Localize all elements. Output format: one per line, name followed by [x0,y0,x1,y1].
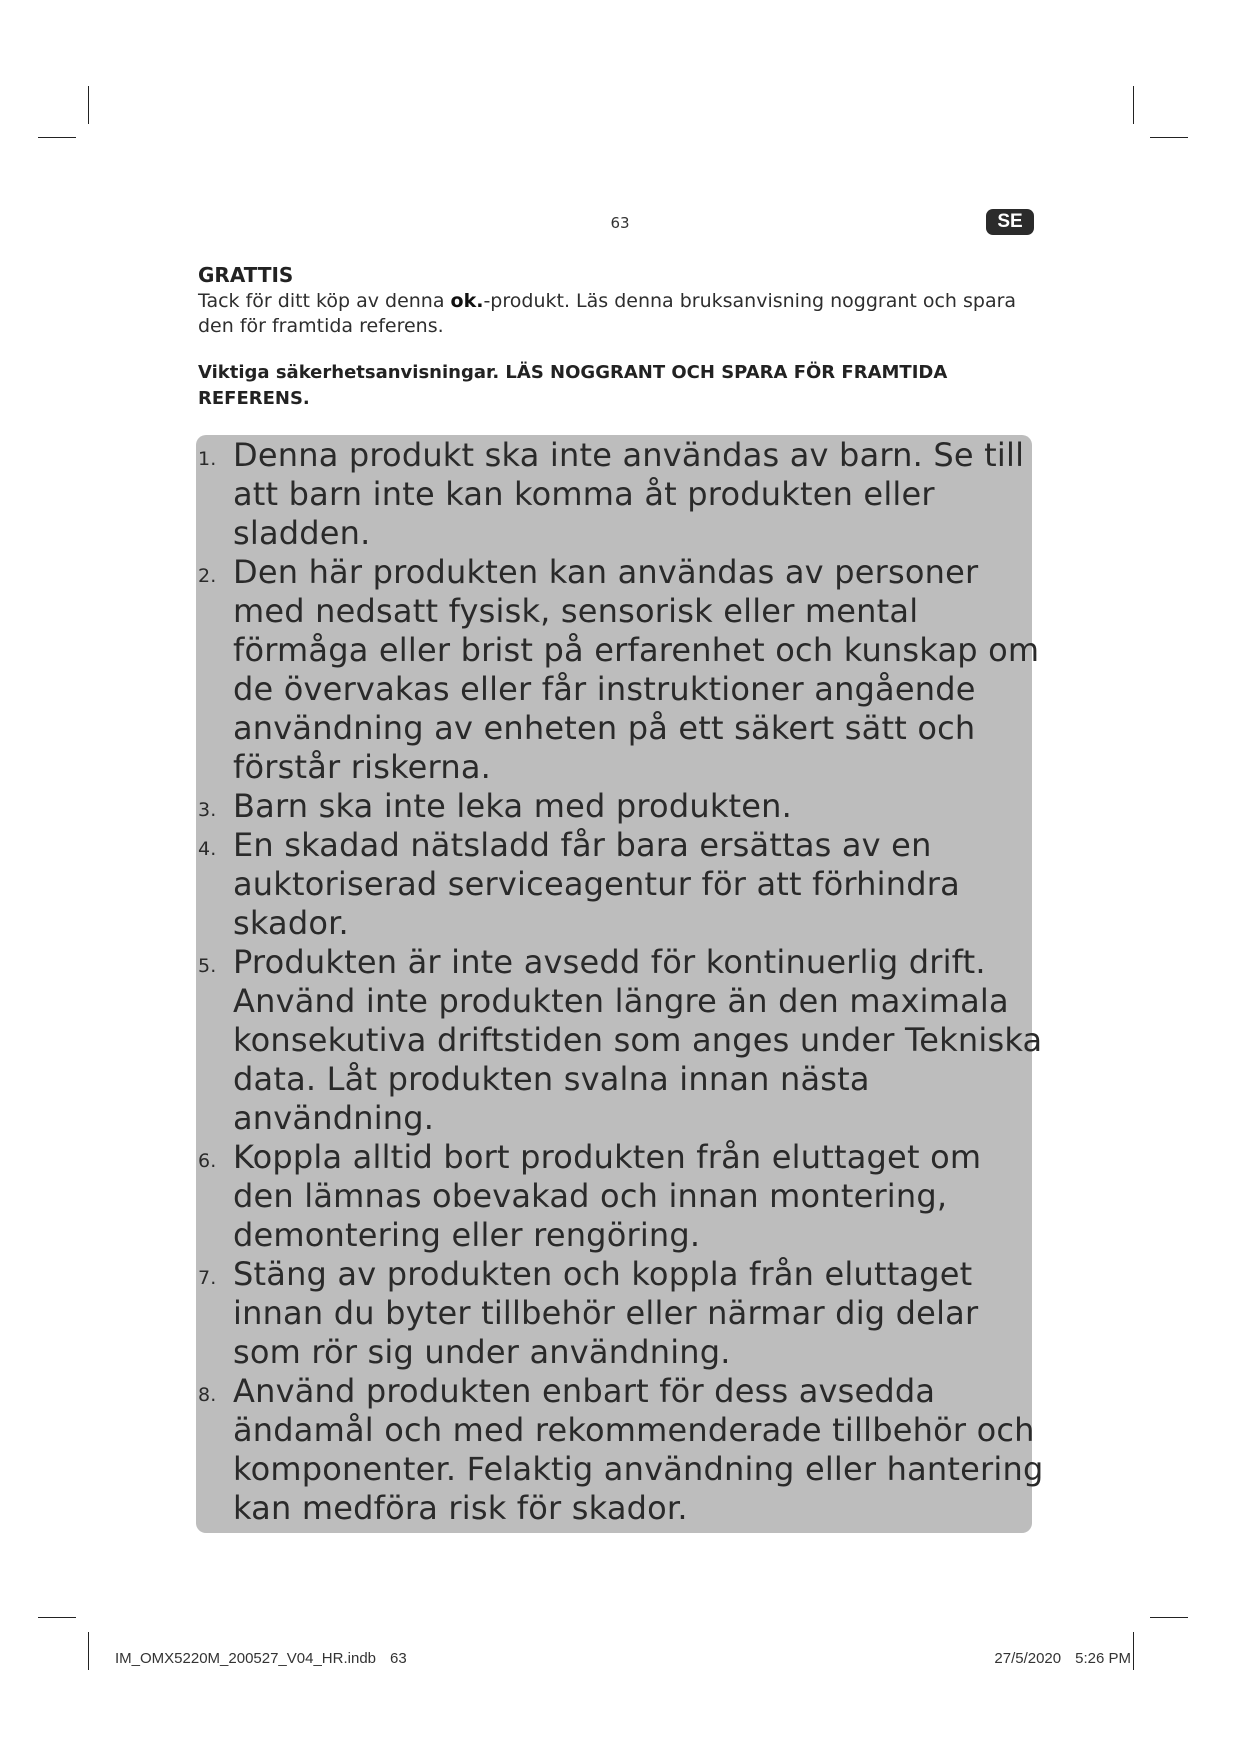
item-number: 8. [198,1384,217,1406]
crop-mark [38,137,76,138]
item-number: 1. [198,448,217,470]
intro-paragraph [198,289,1028,339]
footer-time: 5:26 PM [1075,1650,1131,1667]
item-text: En skadad nätsladd får bara ersättas av en auktoriserad serviceagentur för att förhindra skador. [233,826,960,942]
language-badge: SE [986,209,1034,235]
brand-name: ok. [450,290,484,312]
intro-text-after: -produkt. Läs denna bruksanvisning noggrant och spara den för framtida referens. [198,290,1017,337]
list-item [198,943,1048,1138]
crop-mark [88,1632,89,1670]
intro-text-before: Tack för ditt köp av denna [198,290,451,312]
item-text: Barn ska inte leka med produkten. [233,787,793,825]
item-text: Denna produkt ska inte användas av barn. Se till att barn inte kan komma åt produkten eller sladden. [233,436,1025,552]
item-text: Använd produkten enbart för dess avsedda ändamål och med rekommenderade tillbehör och komponenter. Felaktig användning eller hantering kan medföra risk för skador. [233,1372,1044,1527]
list-item [198,1255,1048,1372]
item-text: Den här produkten kan användas av personer med nedsatt fysisk, sensorisk eller mental förmåga eller brist på erfarenhet och kunskap om de övervakas eller får instruktioner angående användning av enheten på ett säkert sätt och förstår riskerna. [233,553,1040,786]
list-item [198,787,1048,826]
crop-mark [1133,1632,1134,1670]
item-number: 7. [198,1267,217,1289]
item-number: 6. [198,1150,217,1172]
crop-mark [1150,137,1188,138]
safety-list [198,436,1048,1528]
list-item [198,1372,1048,1528]
item-number: 3. [198,799,217,821]
crop-mark [88,86,89,124]
item-number: 5. [198,955,217,977]
item-text: Stäng av produkten och koppla från eluttaget innan du byter tillbehör eller närmar dig delar som rör sig under användning. [233,1255,979,1371]
page-number: 63 [610,214,630,232]
footer-timestamp [994,1650,1131,1667]
footer-date: 27/5/2020 [994,1650,1062,1667]
item-number: 4. [198,838,217,860]
list-item [198,436,1048,553]
footer-file-info [115,1650,407,1667]
list-item [198,1138,1048,1255]
item-text: Produkten är inte avsedd för kontinuerlig drift. Använd inte produkten längre än den maximala konsekutiva driftstiden som anges under Tekniska data. Låt produkten svalna innan nästa användning. [233,943,1043,1137]
crop-mark [1150,1617,1188,1618]
crop-mark [38,1617,76,1618]
crop-mark [1133,86,1134,124]
list-item [198,553,1048,787]
item-text: Koppla alltid bort produkten från eluttaget om den lämnas obevakad och innan montering, demontering eller rengöring. [233,1138,982,1254]
section-heading: GRATTIS [198,263,294,287]
list-item [198,826,1048,943]
footer-page: 63 [390,1650,407,1667]
footer-filename: IM_OMX5220M_200527_V04_HR.indb [115,1650,376,1667]
safety-title: Viktiga säkerhetsanvisningar. LÄS NOGGRANT OCH SPARA FÖR FRAMTIDA REFERENS. [198,362,948,409]
item-number: 2. [198,565,217,587]
